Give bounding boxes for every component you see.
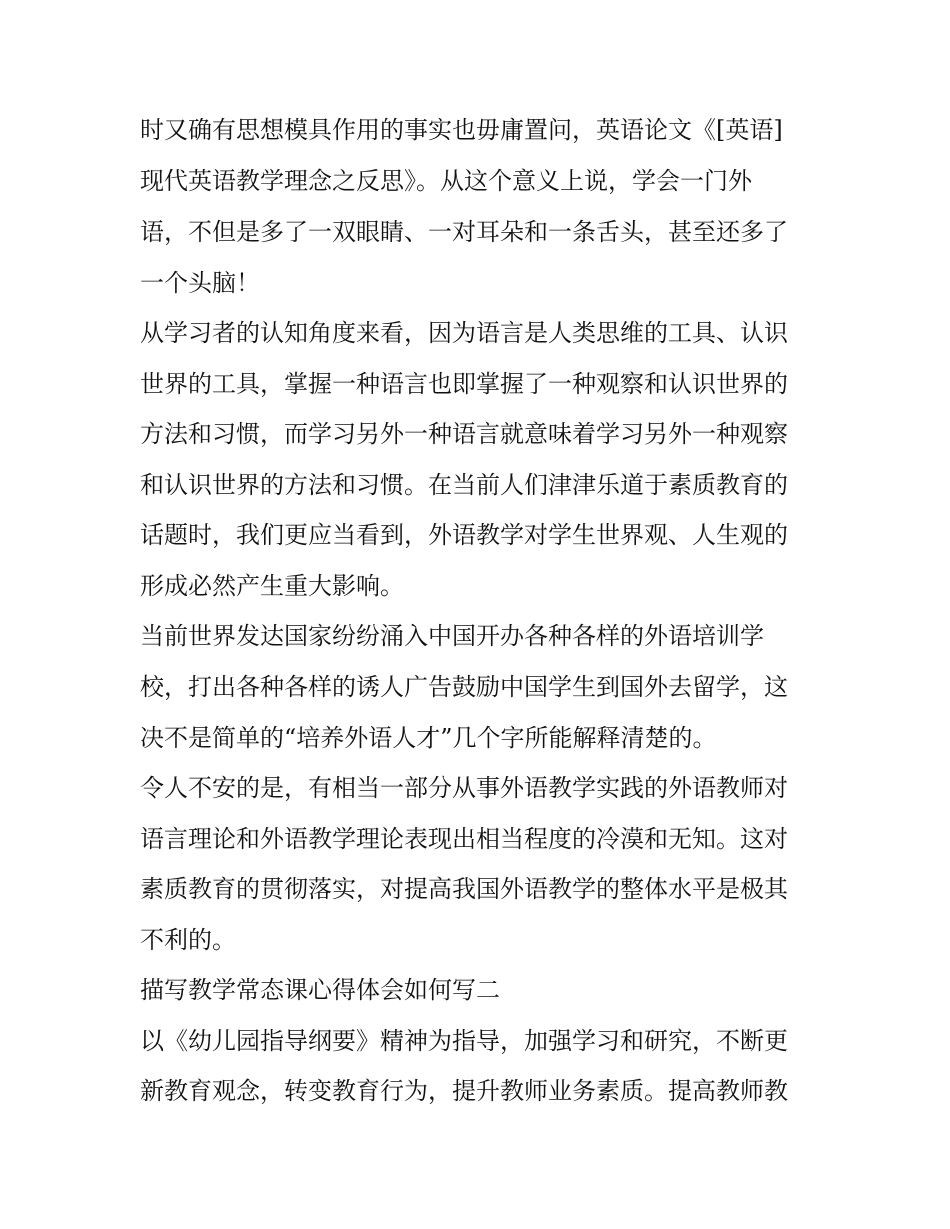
text-line: 现代英语教学理念之反思》。从这个意义上说，学会一门外 xyxy=(140,167,752,195)
text-line: 当前世界发达国家纷纷涌入中国开办各种各样的外语培训学 xyxy=(140,622,764,650)
text-line: 素质教育的贯彻落实，对提高我国外语教学的整体水平是极其 xyxy=(140,875,788,903)
text-line: 一个头脑！ xyxy=(140,269,260,297)
text-line: 以《幼儿园指导纲要》精神为指导，加强学习和研究，不断更 xyxy=(140,1027,788,1055)
text-line: 方法和习惯，而学习另外一种语言就意味着学习另外一种观察 xyxy=(140,420,788,448)
text-line: 校，打出各种各样的诱人广告鼓励中国学生到国外去留学，这 xyxy=(140,673,788,701)
text-line: 新教育观念，转变教育行为，提升教师业务素质。提高教师教 xyxy=(140,1077,788,1105)
text-line: 不利的。 xyxy=(140,926,236,954)
text-line: 决不是简单的“培养外语人才”几个字所能解释清楚的。 xyxy=(140,724,717,752)
text-line: 语，不但是多了一双眼睛、一对耳朵和一条舌头，甚至还多了 xyxy=(140,218,788,246)
text-line: 形成必然产生重大影响。 xyxy=(140,572,404,600)
text-line: 话题时，我们更应当看到，外语教学对学生世界观、人生观的 xyxy=(140,521,788,549)
text-line: 时又确有思想模具作用的事实也毋庸置问，英语论文《[英语] xyxy=(140,116,783,144)
text-line: 令人不安的是，有相当一部分从事外语教学实践的外语教师对 xyxy=(140,774,788,802)
text-line: 从学习者的认知角度来看，因为语言是人类思维的工具、认识 xyxy=(140,319,788,347)
section-heading: 描写教学常态课心得体会如何写二 xyxy=(140,976,500,1004)
text-line: 和认识世界的方法和习惯。在当前人们津津乐道于素质教育的 xyxy=(140,471,788,499)
text-line: 语言理论和外语教学理论表现出相当程度的冷漠和无知。这对 xyxy=(140,825,788,853)
text-line: 世界的工具，掌握一种语言也即掌握了一种观察和认识世界的 xyxy=(140,370,788,398)
